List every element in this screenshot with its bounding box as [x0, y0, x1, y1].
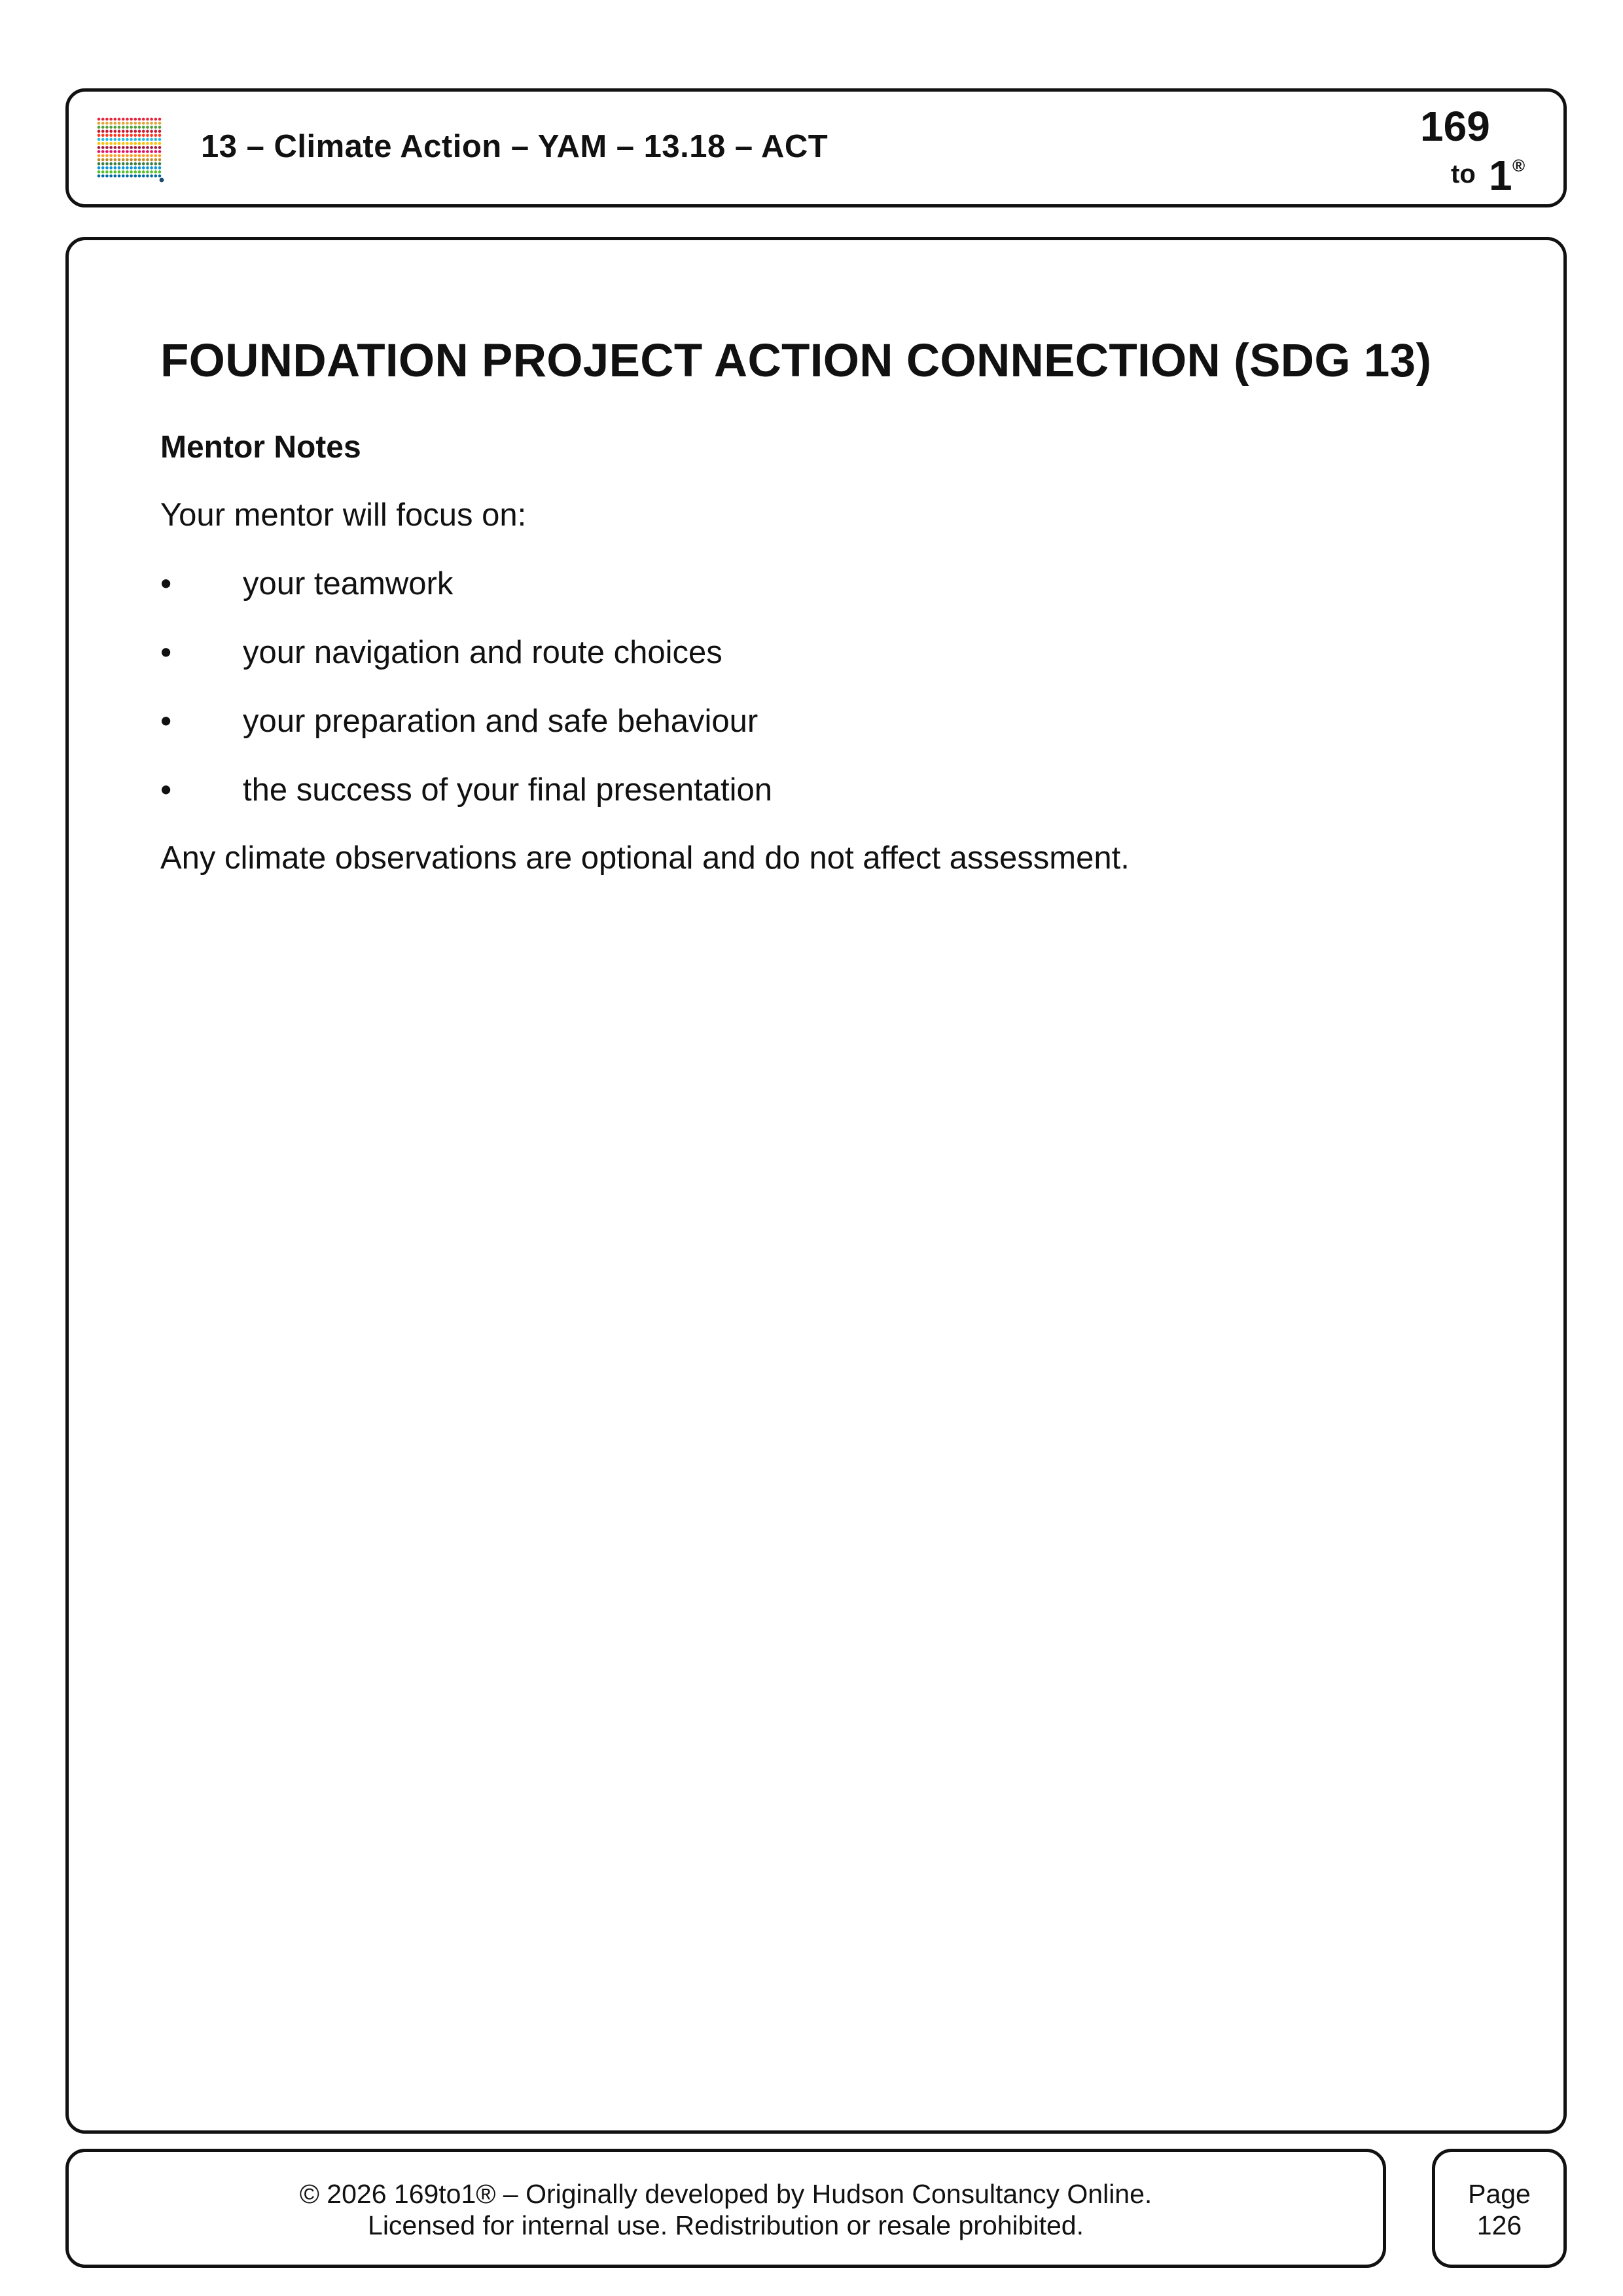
section-heading: Mentor Notes — [160, 430, 361, 465]
footer-bar — [65, 2149, 1386, 2268]
list-item-text: your teamwork — [243, 566, 454, 601]
header-title: 13 – Climate Action – YAM – 13.18 – ACT — [201, 129, 829, 164]
sdg-dot-grid-logo — [96, 117, 165, 188]
closing-note: Any climate observations are optional and do not affect assessment. — [160, 840, 1130, 876]
bullet-icon: • — [160, 566, 172, 601]
brand-registered-mark: ® — [1512, 156, 1525, 175]
focus-list — [160, 565, 1482, 808]
page-number-box — [1432, 2149, 1567, 2268]
bullet-icon: • — [160, 772, 172, 808]
content-body — [160, 329, 1482, 876]
main-content-panel — [65, 237, 1567, 2134]
list-item — [160, 634, 1482, 671]
intro-text: Your mentor will focus on: — [160, 497, 527, 533]
list-item — [160, 565, 1482, 602]
brand-to: to — [1451, 160, 1476, 188]
page-label: Page — [1468, 2179, 1531, 2209]
list-item — [160, 703, 1482, 740]
list-item-text: your navigation and route choices — [243, 635, 722, 670]
copyright-line: © 2026 169to1® – Originally developed by Hudson Consultancy Online. — [299, 2179, 1152, 2209]
bullet-icon: • — [160, 704, 172, 739]
header-bar — [65, 88, 1567, 207]
brand-one: 1 — [1489, 152, 1512, 199]
brand-number: 169 — [1420, 103, 1490, 150]
list-item-text: your preparation and safe behaviour — [243, 704, 758, 739]
list-item — [160, 772, 1482, 808]
page-number: 126 — [1476, 2210, 1522, 2240]
page-title: FOUNDATION PROJECT ACTION CONNECTION (SDG 13) — [160, 335, 1432, 387]
copyright-notice — [69, 2178, 1383, 2241]
brand-logo — [1397, 97, 1525, 202]
license-line: Licensed for internal use. Redistribution or resale prohibited. — [368, 2210, 1084, 2240]
bullet-icon: • — [160, 635, 172, 670]
list-item-text: the success of your final presentation — [243, 772, 772, 808]
